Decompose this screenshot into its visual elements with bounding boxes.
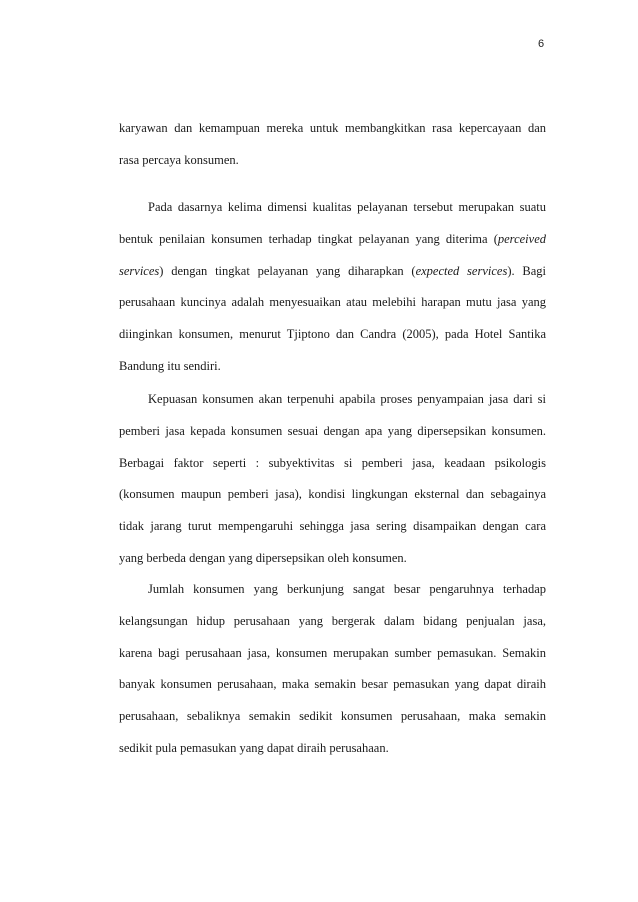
paragraph-2 (119, 192, 546, 383)
page-number: 6 (538, 38, 545, 50)
paragraph-line: diinginkan konsumen, menurut Tjiptono dan Candra (2005), pada Hotel Santika (119, 327, 546, 342)
paragraph-line: Berbagai faktor seperti : subyektivitas si pemberi jasa, keadaan psikologis (119, 455, 546, 470)
paragraph-line: banyak konsumen perusahaan, maka semakin besar pemasukan yang dapat diraih (119, 677, 546, 692)
paragraph-line: Pada dasarnya kelima dimensi kualitas pelayanan tersebut merupakan suatu (148, 200, 546, 214)
paragraph-4 (119, 574, 546, 765)
paragraph-line: Kepuasan konsumen akan terpenuhi apabila proses penyampaian jasa dari si (148, 392, 546, 406)
paragraph-line: Bandung itu sendiri. (119, 358, 221, 373)
paragraph-line: perusahaan, sebaliknya semakin sedikit konsumen perusahaan, maka semakin (119, 709, 546, 724)
paragraph-line: services) dengan tingkat pelayanan yang diharapkan (expected services). Bagi (119, 263, 546, 278)
paragraph-line: kelangsungan hidup perusahaan yang bergerak dalam bidang penjualan jasa, (119, 613, 546, 628)
paragraph-line: yang berbeda dengan yang dipersepsikan oleh konsumen. (119, 550, 407, 565)
paragraph-line: bentuk penilaian konsumen terhadap tingkat pelayanan yang diterima (perceived (119, 231, 546, 246)
paragraph-line: pemberi jasa kepada konsumen sesuai dengan apa yang dipersepsikan konsumen. (119, 423, 546, 438)
paragraph-line: (konsumen maupun pemberi jasa), kondisi lingkungan eksternal dan sebagainya (119, 487, 546, 502)
paragraph-3 (119, 384, 546, 575)
paragraph-line: rasa percaya konsumen. (119, 152, 239, 167)
paragraph-line: karyawan dan kemampuan mereka untuk membangkitkan rasa kepercayaan dan (119, 121, 546, 135)
italic-term: expected services (415, 263, 508, 278)
italic-term: services (119, 263, 160, 278)
paragraph-1 (119, 113, 546, 177)
paragraph-line: karena bagi perusahaan jasa, konsumen merupakan sumber pemasukan. Semakin (119, 645, 546, 660)
paragraph-line: Jumlah konsumen yang berkunjung sangat besar pengaruhnya terhadap (148, 582, 546, 596)
paragraph-line: perusahaan kuncinya adalah menyesuaikan atau melebihi harapan mutu jasa yang (119, 295, 546, 310)
paragraph-line: tidak jarang turut mempengaruhi sehingga jasa sering disampaikan dengan cara (119, 519, 546, 534)
italic-term: perceived (497, 231, 546, 246)
paragraph-line: sedikit pula pemasukan yang dapat diraih perusahaan. (119, 740, 389, 755)
